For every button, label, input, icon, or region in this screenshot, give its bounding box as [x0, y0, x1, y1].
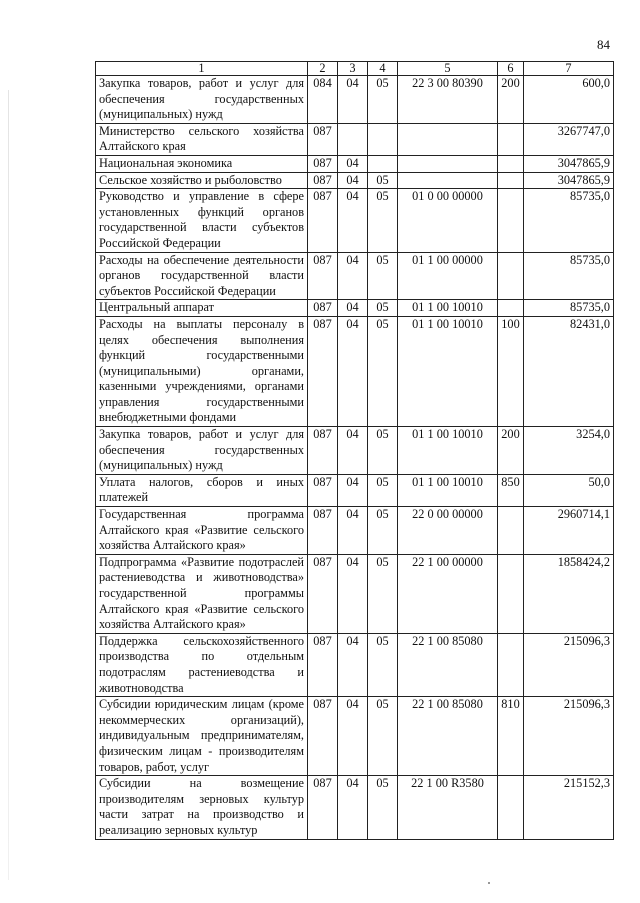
- table-row: [96, 189, 614, 252]
- scan-speck: [488, 882, 490, 884]
- column-header: 5: [398, 62, 498, 76]
- row-target-article: 22 1 00 85080: [398, 697, 498, 776]
- table-row: [96, 554, 614, 633]
- row-expense-type: 850: [498, 474, 524, 506]
- row-subsection: 05: [368, 697, 398, 776]
- row-target-article: 01 1 00 10010: [398, 474, 498, 506]
- row-expense-type: 200: [498, 427, 524, 475]
- row-section: 04: [338, 189, 368, 252]
- row-expense-type: [498, 300, 524, 317]
- row-target-article: 01 1 00 10010: [398, 427, 498, 475]
- row-expense-type: 100: [498, 316, 524, 426]
- row-subsection: 05: [368, 252, 398, 300]
- row-section: 04: [338, 776, 368, 839]
- row-target-article: 01 1 00 10010: [398, 316, 498, 426]
- row-target-article: [398, 155, 498, 172]
- row-subsection: 05: [368, 172, 398, 189]
- budget-table: [95, 61, 614, 840]
- table-row: [96, 76, 614, 124]
- row-code-ministry: 087: [308, 427, 338, 475]
- row-target-article: [398, 172, 498, 189]
- row-subsection: [368, 123, 398, 155]
- row-name: Расходы на выплаты персоналу в целях обеспечения выполнения функций государственными (муниципальными) органами, казенными учреждениями, органами управления государственными внебюджетными фондами: [96, 316, 308, 426]
- row-expense-type: [498, 633, 524, 696]
- row-amount: 215096,3: [524, 697, 614, 776]
- row-subsection: 05: [368, 76, 398, 124]
- page-number: 84: [597, 37, 610, 52]
- table-row: [96, 172, 614, 189]
- table-row: [96, 155, 614, 172]
- row-expense-type: [498, 507, 524, 555]
- table-row: [96, 633, 614, 696]
- row-subsection: 05: [368, 507, 398, 555]
- row-name: Уплата налогов, сборов и иных платежей: [96, 474, 308, 506]
- row-target-article: 01 1 00 00000: [398, 252, 498, 300]
- table-row: [96, 316, 614, 426]
- row-section: 04: [338, 155, 368, 172]
- row-amount: 85735,0: [524, 252, 614, 300]
- row-amount: 50,0: [524, 474, 614, 506]
- row-section: 04: [338, 427, 368, 475]
- row-target-article: 22 1 00 R3580: [398, 776, 498, 839]
- row-section: 04: [338, 76, 368, 124]
- row-expense-type: 200: [498, 76, 524, 124]
- table-row: [96, 474, 614, 506]
- row-expense-type: [498, 123, 524, 155]
- row-target-article: 01 0 00 00000: [398, 189, 498, 252]
- row-target-article: 22 1 00 85080: [398, 633, 498, 696]
- row-subsection: 05: [368, 554, 398, 633]
- row-code-ministry: 084: [308, 76, 338, 124]
- row-name: Центральный аппарат: [96, 300, 308, 317]
- row-code-ministry: 087: [308, 123, 338, 155]
- row-name: Закупка товаров, работ и услуг для обеспечения государственных (муниципальных) нужд: [96, 76, 308, 124]
- row-amount: 3047865,9: [524, 155, 614, 172]
- row-code-ministry: 087: [308, 776, 338, 839]
- row-amount: 2960714,1: [524, 507, 614, 555]
- row-name: Национальная экономика: [96, 155, 308, 172]
- column-header: 4: [368, 62, 398, 76]
- row-expense-type: [498, 155, 524, 172]
- row-expense-type: 810: [498, 697, 524, 776]
- row-section: 04: [338, 300, 368, 317]
- row-name: Субсидии на возмещение производителям зерновых культур части затрат на производство и реализацию зерновых культур: [96, 776, 308, 839]
- row-section: [338, 123, 368, 155]
- row-amount: 215152,3: [524, 776, 614, 839]
- scan-edge-shadow: [8, 90, 9, 880]
- column-header: 2: [308, 62, 338, 76]
- row-name: Поддержка сельскохозяйственного производства по отдельным подотраслям растениеводства и животноводства: [96, 633, 308, 696]
- row-amount: 85735,0: [524, 300, 614, 317]
- row-target-article: 22 3 00 80390: [398, 76, 498, 124]
- row-code-ministry: 087: [308, 172, 338, 189]
- row-section: 04: [338, 633, 368, 696]
- row-subsection: [368, 155, 398, 172]
- row-code-ministry: 087: [308, 155, 338, 172]
- row-name: Закупка товаров, работ и услуг для обеспечения государственных (муниципальных) нужд: [96, 427, 308, 475]
- row-name: Сельское хозяйство и рыболовство: [96, 172, 308, 189]
- row-target-article: 01 1 00 10010: [398, 300, 498, 317]
- row-expense-type: [498, 776, 524, 839]
- table-row: [96, 427, 614, 475]
- row-subsection: 05: [368, 776, 398, 839]
- row-amount: 82431,0: [524, 316, 614, 426]
- row-name: Субсидии юридическим лицам (кроме некоммерческих организаций), индивидуальным предпринимателям, физическим лицам - производителям товаров, работ, услуг: [96, 697, 308, 776]
- row-section: 04: [338, 252, 368, 300]
- row-section: 04: [338, 507, 368, 555]
- row-code-ministry: 087: [308, 697, 338, 776]
- row-subsection: 05: [368, 633, 398, 696]
- row-expense-type: [498, 189, 524, 252]
- table-row: [96, 697, 614, 776]
- row-subsection: 05: [368, 300, 398, 317]
- row-code-ministry: 087: [308, 554, 338, 633]
- row-target-article: 22 1 00 00000: [398, 554, 498, 633]
- table-header-row: [96, 62, 614, 76]
- column-header: 6: [498, 62, 524, 76]
- row-section: 04: [338, 316, 368, 426]
- row-name: Подпрограмма «Развитие подотраслей растениеводства и животноводства» государственной программы Алтайского края «Развитие сельского хозяйства Алтайского края»: [96, 554, 308, 633]
- row-section: 04: [338, 474, 368, 506]
- row-amount: 3254,0: [524, 427, 614, 475]
- row-subsection: 05: [368, 427, 398, 475]
- table-row: [96, 123, 614, 155]
- row-name: Министерство сельского хозяйства Алтайского края: [96, 123, 308, 155]
- row-amount: 1858424,2: [524, 554, 614, 633]
- row-code-ministry: 087: [308, 474, 338, 506]
- row-name: Государственная программа Алтайского края «Развитие сельского хозяйства Алтайского края»: [96, 507, 308, 555]
- table-row: [96, 252, 614, 300]
- row-code-ministry: 087: [308, 252, 338, 300]
- row-subsection: 05: [368, 189, 398, 252]
- row-name: Расходы на обеспечение деятельности органов государственной власти субъектов Российской Федерации: [96, 252, 308, 300]
- table-row: [96, 776, 614, 839]
- row-expense-type: [498, 554, 524, 633]
- row-section: 04: [338, 172, 368, 189]
- row-subsection: 05: [368, 474, 398, 506]
- row-expense-type: [498, 252, 524, 300]
- column-header: 7: [524, 62, 614, 76]
- row-amount: 215096,3: [524, 633, 614, 696]
- column-header: 1: [96, 62, 308, 76]
- row-code-ministry: 087: [308, 316, 338, 426]
- row-code-ministry: 087: [308, 633, 338, 696]
- row-code-ministry: 087: [308, 300, 338, 317]
- table-row: [96, 300, 614, 317]
- row-amount: 600,0: [524, 76, 614, 124]
- column-header: 3: [338, 62, 368, 76]
- row-amount: 85735,0: [524, 189, 614, 252]
- row-subsection: 05: [368, 316, 398, 426]
- row-amount: 3267747,0: [524, 123, 614, 155]
- row-target-article: 22 0 00 00000: [398, 507, 498, 555]
- row-target-article: [398, 123, 498, 155]
- row-section: 04: [338, 697, 368, 776]
- table-row: [96, 507, 614, 555]
- row-expense-type: [498, 172, 524, 189]
- row-section: 04: [338, 554, 368, 633]
- row-code-ministry: 087: [308, 507, 338, 555]
- row-name: Руководство и управление в сфере установленных функций органов государственной власти субъектов Российской Федерации: [96, 189, 308, 252]
- row-code-ministry: 087: [308, 189, 338, 252]
- row-amount: 3047865,9: [524, 172, 614, 189]
